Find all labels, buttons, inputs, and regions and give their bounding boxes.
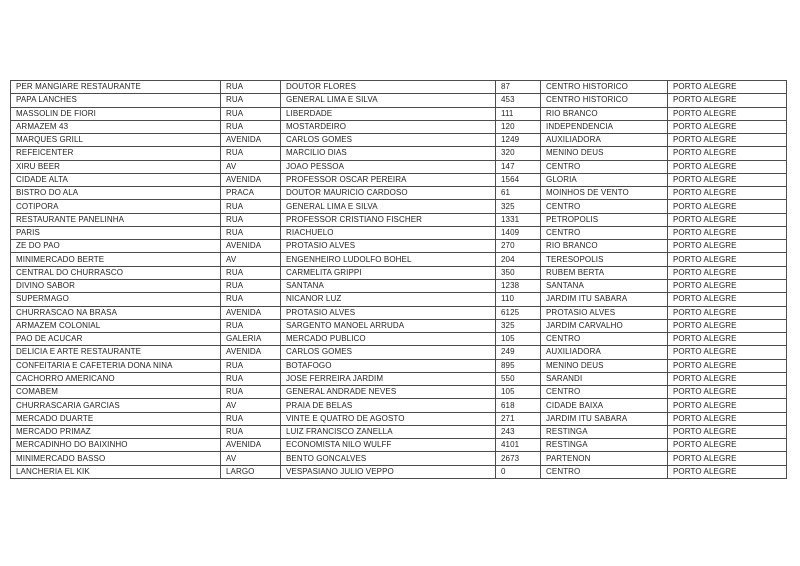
table-cell: PORTO ALEGRE bbox=[668, 94, 787, 107]
table-cell: CENTRO bbox=[541, 465, 668, 478]
table-cell: MERCADINHO DO BAIXINHO bbox=[11, 439, 221, 452]
table-cell: AVENIDA bbox=[221, 240, 281, 253]
table-cell: NICANOR LUZ bbox=[281, 293, 496, 306]
table-cell: PORTO ALEGRE bbox=[668, 107, 787, 120]
table-cell: ARMAZEM COLONIAL bbox=[11, 319, 221, 332]
table-cell: RUA bbox=[221, 359, 281, 372]
table-cell: 105 bbox=[496, 333, 541, 346]
table-cell: PORTO ALEGRE bbox=[668, 173, 787, 186]
table-cell: RUA bbox=[221, 94, 281, 107]
table-cell: CENTRO HISTORICO bbox=[541, 94, 668, 107]
table-cell: 271 bbox=[496, 412, 541, 425]
table-cell: 249 bbox=[496, 346, 541, 359]
table-cell: 4101 bbox=[496, 439, 541, 452]
table-row bbox=[11, 293, 787, 306]
table-cell: RESTINGA bbox=[541, 425, 668, 438]
table-cell: PARIS bbox=[11, 226, 221, 239]
table-cell: 204 bbox=[496, 253, 541, 266]
table-row bbox=[11, 306, 787, 319]
table-cell: DIVINO SABOR bbox=[11, 279, 221, 292]
table-cell: PORTO ALEGRE bbox=[668, 359, 787, 372]
table-cell: CARMELITA GRIPPI bbox=[281, 266, 496, 279]
table-cell: CENTRO HISTORICO bbox=[541, 81, 668, 94]
table-row bbox=[11, 147, 787, 160]
table-cell: VINTE E QUATRO DE AGOSTO bbox=[281, 412, 496, 425]
table-cell: DELICIA E ARTE RESTAURANTE bbox=[11, 346, 221, 359]
table-row bbox=[11, 94, 787, 107]
table-cell: MERCADO DUARTE bbox=[11, 412, 221, 425]
table-cell: DOUTOR FLORES bbox=[281, 81, 496, 94]
table-cell: 111 bbox=[496, 107, 541, 120]
table-cell: PORTO ALEGRE bbox=[668, 147, 787, 160]
table-cell: PORTO ALEGRE bbox=[668, 346, 787, 359]
table-cell: AUXILIADORA bbox=[541, 346, 668, 359]
table-cell: GALERIA bbox=[221, 333, 281, 346]
table-cell: PORTO ALEGRE bbox=[668, 372, 787, 385]
table-cell: PETROPOLIS bbox=[541, 213, 668, 226]
table-row bbox=[11, 107, 787, 120]
table-cell: RIO BRANCO bbox=[541, 240, 668, 253]
table-cell: PAPA LANCHES bbox=[11, 94, 221, 107]
table-cell: PER MANGIARE RESTAURANTE bbox=[11, 81, 221, 94]
table-cell: 1249 bbox=[496, 134, 541, 147]
table-cell: PORTO ALEGRE bbox=[668, 160, 787, 173]
table-cell: PORTO ALEGRE bbox=[668, 200, 787, 213]
table-cell: PORTO ALEGRE bbox=[668, 452, 787, 465]
table-cell: ARMAZEM 43 bbox=[11, 120, 221, 133]
table-cell: 87 bbox=[496, 81, 541, 94]
table-cell: BISTRO DO ALA bbox=[11, 187, 221, 200]
table-cell: 1238 bbox=[496, 279, 541, 292]
table-cell: PORTO ALEGRE bbox=[668, 399, 787, 412]
table-row bbox=[11, 465, 787, 478]
table-cell: 6125 bbox=[496, 306, 541, 319]
table-cell: GENERAL LIMA E SILVA bbox=[281, 94, 496, 107]
table-cell: 2673 bbox=[496, 452, 541, 465]
table-cell: AV bbox=[221, 160, 281, 173]
table-cell: 453 bbox=[496, 94, 541, 107]
table-row bbox=[11, 372, 787, 385]
table-cell: SARANDI bbox=[541, 372, 668, 385]
table-cell: ZE DO PAO bbox=[11, 240, 221, 253]
table-row bbox=[11, 200, 787, 213]
table-row bbox=[11, 160, 787, 173]
table-cell: RUA bbox=[221, 266, 281, 279]
table-cell: SANTANA bbox=[281, 279, 496, 292]
table-cell: PORTO ALEGRE bbox=[668, 293, 787, 306]
table-row bbox=[11, 333, 787, 346]
table-cell: 320 bbox=[496, 147, 541, 160]
table-cell: 350 bbox=[496, 266, 541, 279]
table-cell: CONFEITARIA E CAFETERIA DONA NINA bbox=[11, 359, 221, 372]
table-cell: 120 bbox=[496, 120, 541, 133]
table-row bbox=[11, 240, 787, 253]
table-cell: COTIPORA bbox=[11, 200, 221, 213]
table-row bbox=[11, 412, 787, 425]
table-cell: PORTO ALEGRE bbox=[668, 439, 787, 452]
table-cell: JOSE FERREIRA JARDIM bbox=[281, 372, 496, 385]
table-cell: CENTRO bbox=[541, 386, 668, 399]
table-cell: LARGO bbox=[221, 465, 281, 478]
table-cell: RUA bbox=[221, 107, 281, 120]
table-cell: 1409 bbox=[496, 226, 541, 239]
table-cell: CENTRO bbox=[541, 226, 668, 239]
table-cell: PORTO ALEGRE bbox=[668, 240, 787, 253]
table-cell: PORTO ALEGRE bbox=[668, 333, 787, 346]
table-cell: LANCHERIA EL KIK bbox=[11, 465, 221, 478]
table-cell: CHURRASCARIA GARCIAS bbox=[11, 399, 221, 412]
table-cell: 105 bbox=[496, 386, 541, 399]
establishments-table bbox=[10, 80, 787, 479]
table-cell: RUA bbox=[221, 81, 281, 94]
table-cell: VESPASIANO JULIO VEPPO bbox=[281, 465, 496, 478]
table-cell: 147 bbox=[496, 160, 541, 173]
table-cell: JOAO PESSOA bbox=[281, 160, 496, 173]
table-cell: MOINHOS DE VENTO bbox=[541, 187, 668, 200]
table-cell: JARDIM CARVALHO bbox=[541, 319, 668, 332]
table-cell: 1564 bbox=[496, 173, 541, 186]
table-row bbox=[11, 173, 787, 186]
table-cell: 895 bbox=[496, 359, 541, 372]
table-cell: PORTO ALEGRE bbox=[668, 425, 787, 438]
table-cell: CENTRO bbox=[541, 333, 668, 346]
table-cell: RUA bbox=[221, 200, 281, 213]
table-row bbox=[11, 134, 787, 147]
table-row bbox=[11, 226, 787, 239]
table-cell: CENTRO bbox=[541, 160, 668, 173]
table-cell: PORTO ALEGRE bbox=[668, 465, 787, 478]
table-row bbox=[11, 253, 787, 266]
table-cell: AVENIDA bbox=[221, 173, 281, 186]
table-cell: SUPERMAGO bbox=[11, 293, 221, 306]
table-cell: 0 bbox=[496, 465, 541, 478]
table-cell: PORTO ALEGRE bbox=[668, 266, 787, 279]
table-cell: PORTO ALEGRE bbox=[668, 134, 787, 147]
table-cell: 110 bbox=[496, 293, 541, 306]
table-cell: XIRU BEER bbox=[11, 160, 221, 173]
table-cell: 270 bbox=[496, 240, 541, 253]
table-cell: PARTENON bbox=[541, 452, 668, 465]
table-cell: 61 bbox=[496, 187, 541, 200]
table-cell: RESTINGA bbox=[541, 439, 668, 452]
table-row bbox=[11, 213, 787, 226]
table-row bbox=[11, 187, 787, 200]
table-cell: 243 bbox=[496, 425, 541, 438]
table-cell: AV bbox=[221, 399, 281, 412]
table-cell: REFEICENTER bbox=[11, 147, 221, 160]
table-cell: ENGENHEIRO LUDOLFO BOHEL bbox=[281, 253, 496, 266]
table-cell: AV bbox=[221, 253, 281, 266]
table-cell: PORTO ALEGRE bbox=[668, 306, 787, 319]
table-cell: GENERAL LIMA E SILVA bbox=[281, 200, 496, 213]
table-cell: 325 bbox=[496, 200, 541, 213]
table-cell: PROTASIO ALVES bbox=[281, 240, 496, 253]
table-cell: CIDADE BAIXA bbox=[541, 399, 668, 412]
table-cell: MENINO DEUS bbox=[541, 359, 668, 372]
table-row bbox=[11, 399, 787, 412]
table-cell: RUA bbox=[221, 147, 281, 160]
table-cell: RUA bbox=[221, 226, 281, 239]
table-row bbox=[11, 81, 787, 94]
table-cell: DOUTOR MAURICIO CARDOSO bbox=[281, 187, 496, 200]
table-cell: SARGENTO MANOEL ARRUDA bbox=[281, 319, 496, 332]
table-cell: CHURRASCAO NA BRASA bbox=[11, 306, 221, 319]
table-cell: MERCADO PUBLICO bbox=[281, 333, 496, 346]
table-cell: PRACA bbox=[221, 187, 281, 200]
table-cell: BENTO GONCALVES bbox=[281, 452, 496, 465]
table-cell: PORTO ALEGRE bbox=[668, 253, 787, 266]
table-cell: MARQUES GRILL bbox=[11, 134, 221, 147]
table-cell: ECONOMISTA NILO WULFF bbox=[281, 439, 496, 452]
table-cell: TERESOPOLIS bbox=[541, 253, 668, 266]
table-cell: PROFESSOR OSCAR PEREIRA bbox=[281, 173, 496, 186]
table-cell: CENTRO bbox=[541, 200, 668, 213]
table-row bbox=[11, 319, 787, 332]
table-cell: PROTASIO ALVES bbox=[281, 306, 496, 319]
table-cell: PAO DE ACUCAR bbox=[11, 333, 221, 346]
table-cell: 618 bbox=[496, 399, 541, 412]
table-cell: AVENIDA bbox=[221, 306, 281, 319]
table-cell: RESTAURANTE PANELINHA bbox=[11, 213, 221, 226]
table-cell: CARLOS GOMES bbox=[281, 134, 496, 147]
table-cell: COMABEM bbox=[11, 386, 221, 399]
table-cell: PROFESSOR CRISTIANO FISCHER bbox=[281, 213, 496, 226]
table-cell: PORTO ALEGRE bbox=[668, 279, 787, 292]
table-cell: PORTO ALEGRE bbox=[668, 319, 787, 332]
table-row bbox=[11, 386, 787, 399]
table-cell: CENTRAL DO CHURRASCO bbox=[11, 266, 221, 279]
table-cell: SANTANA bbox=[541, 279, 668, 292]
table-cell: PROTASIO ALVES bbox=[541, 306, 668, 319]
table-cell: MARCILIO DIAS bbox=[281, 147, 496, 160]
table-row bbox=[11, 439, 787, 452]
table-cell: PORTO ALEGRE bbox=[668, 412, 787, 425]
table-cell: AVENIDA bbox=[221, 346, 281, 359]
table-cell: AVENIDA bbox=[221, 439, 281, 452]
table-cell: AV bbox=[221, 452, 281, 465]
table-cell: MASSOLIN DE FIORI bbox=[11, 107, 221, 120]
table-cell: 325 bbox=[496, 319, 541, 332]
table-cell: PORTO ALEGRE bbox=[668, 120, 787, 133]
table-row bbox=[11, 359, 787, 372]
table-cell: RUA bbox=[221, 279, 281, 292]
table-cell: RUA bbox=[221, 425, 281, 438]
table-cell: PORTO ALEGRE bbox=[668, 213, 787, 226]
table-cell: MOSTARDEIRO bbox=[281, 120, 496, 133]
table-cell: PRAIA DE BELAS bbox=[281, 399, 496, 412]
table-cell: PORTO ALEGRE bbox=[668, 81, 787, 94]
table-cell: RUA bbox=[221, 293, 281, 306]
table-row bbox=[11, 425, 787, 438]
table-cell: RUA bbox=[221, 372, 281, 385]
table-cell: INDEPENDENCIA bbox=[541, 120, 668, 133]
table-cell: RUA bbox=[221, 120, 281, 133]
table-cell: PORTO ALEGRE bbox=[668, 386, 787, 399]
table-row bbox=[11, 266, 787, 279]
table-cell: GENERAL ANDRADE NEVES bbox=[281, 386, 496, 399]
table-cell: RUA bbox=[221, 386, 281, 399]
table-cell: MENINO DEUS bbox=[541, 147, 668, 160]
table-cell: 1331 bbox=[496, 213, 541, 226]
table-cell: RUA bbox=[221, 412, 281, 425]
table-cell: 550 bbox=[496, 372, 541, 385]
table-cell: RUA bbox=[221, 319, 281, 332]
table-cell: RUBEM BERTA bbox=[541, 266, 668, 279]
table-row bbox=[11, 120, 787, 133]
table-cell: GLORIA bbox=[541, 173, 668, 186]
table-cell: LIBERDADE bbox=[281, 107, 496, 120]
table-cell: BOTAFOGO bbox=[281, 359, 496, 372]
table-body bbox=[11, 81, 787, 479]
table-cell: PORTO ALEGRE bbox=[668, 226, 787, 239]
table-cell: RUA bbox=[221, 213, 281, 226]
table-cell: JARDIM ITU SABARA bbox=[541, 293, 668, 306]
table-cell: RIACHUELO bbox=[281, 226, 496, 239]
table-cell: MINIMERCADO BASSO bbox=[11, 452, 221, 465]
table-cell: CARLOS GOMES bbox=[281, 346, 496, 359]
table-cell: RIO BRANCO bbox=[541, 107, 668, 120]
table-cell: MERCADO PRIMAZ bbox=[11, 425, 221, 438]
table-cell: MINIMERCADO BERTE bbox=[11, 253, 221, 266]
table-cell: CACHORRO AMERICANO bbox=[11, 372, 221, 385]
table-row bbox=[11, 346, 787, 359]
table-cell: CIDADE ALTA bbox=[11, 173, 221, 186]
table-row bbox=[11, 452, 787, 465]
table-cell: AUXILIADORA bbox=[541, 134, 668, 147]
table-cell: PORTO ALEGRE bbox=[668, 187, 787, 200]
table-row bbox=[11, 279, 787, 292]
table-cell: LUIZ FRANCISCO ZANELLA bbox=[281, 425, 496, 438]
table-cell: AVENIDA bbox=[221, 134, 281, 147]
table-cell: JARDIM ITU SABARA bbox=[541, 412, 668, 425]
